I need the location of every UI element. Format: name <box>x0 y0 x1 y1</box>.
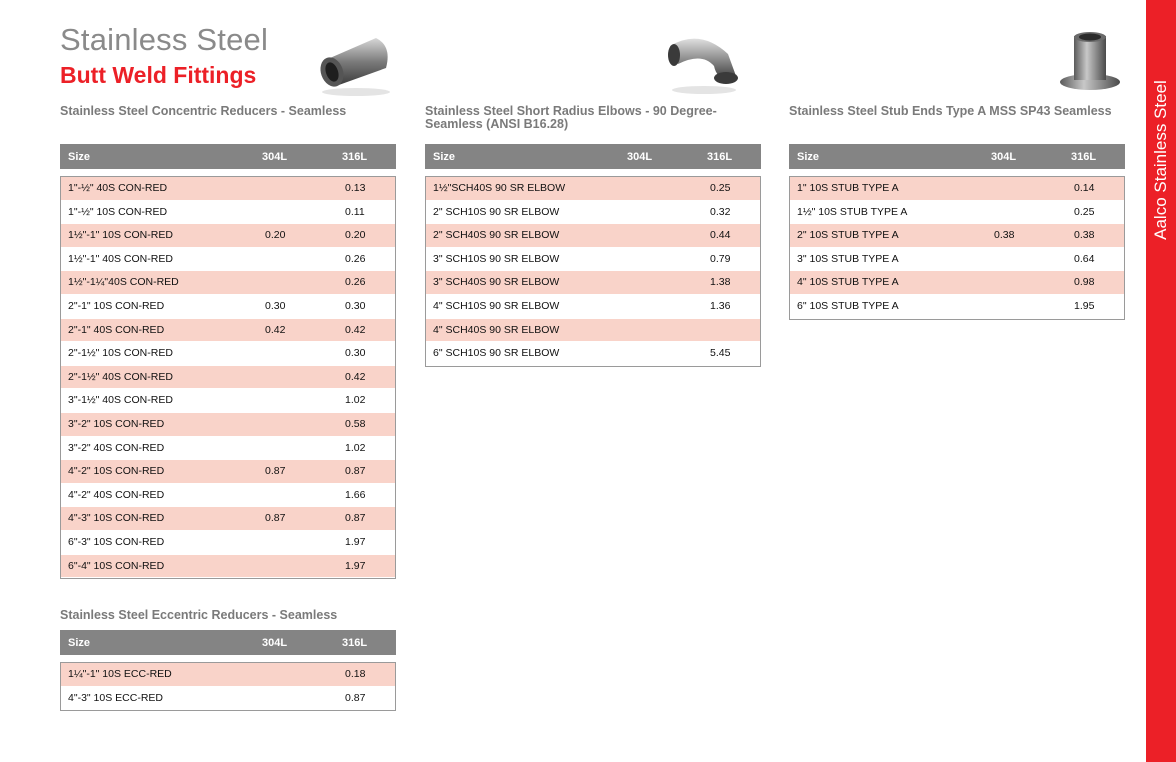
cell-size: 4"-3" 10S CON-RED <box>68 512 165 525</box>
cell-size: 4" SCH40S 90 SR ELBOW <box>433 323 560 336</box>
cell-316l: 0.42 <box>345 323 366 336</box>
column-header-size: Size <box>68 151 91 163</box>
table-row <box>61 177 395 201</box>
cell-size: 6"-4" 10S CON-RED <box>68 559 165 572</box>
cell-304l: 0.87 <box>265 512 286 525</box>
cell-size: 4"-2" 10S CON-RED <box>68 465 165 478</box>
table-row <box>61 663 395 687</box>
cell-size: 1"-½" 40S CON-RED <box>68 182 168 194</box>
cell-316l: 1.38 <box>710 276 731 289</box>
stubends-heading: Stainless Steel Stub Ends Type A MSS SP43 Seamless <box>789 104 1112 118</box>
cell-size: 6"-3" 10S CON-RED <box>68 535 165 548</box>
table-row <box>790 224 1124 248</box>
column-header-304l: 304L <box>627 151 653 163</box>
stub-end-photo-icon <box>1054 26 1126 96</box>
column-header-316l: 316L <box>342 151 368 163</box>
cell-size: 4" SCH10S 90 SR ELBOW <box>433 299 560 312</box>
cell-304l: 0.42 <box>265 323 286 336</box>
table-row <box>61 460 395 484</box>
side-label: Aalco Stainless Steel <box>1151 80 1170 240</box>
table-header <box>60 630 396 655</box>
concentric-heading: Stainless Steel Concentric Reducers - Seamless <box>60 104 347 118</box>
column-header-size: Size <box>68 637 91 649</box>
table-body <box>60 176 396 579</box>
table-row <box>61 224 395 248</box>
table-header <box>789 144 1125 169</box>
table-body <box>789 176 1125 320</box>
table-header <box>60 144 396 169</box>
elbows-heading-line1: Stainless Steel Short Radius Elbows - 90 Degree- <box>425 104 717 118</box>
cell-size: 2"-1½" 10S CON-RED <box>68 347 173 360</box>
cell-size: 1"-½" 10S CON-RED <box>68 205 168 218</box>
cell-size: 3"-2" 40S CON-RED <box>68 441 165 454</box>
cell-size: 1½"-1" 40S CON-RED <box>68 252 173 265</box>
cell-316l: 1.02 <box>345 394 366 407</box>
cell-316l: 0.64 <box>1074 252 1095 265</box>
cell-316l: 1.36 <box>710 299 731 312</box>
cell-304l: 0.87 <box>265 465 286 478</box>
cell-size: 3" SCH10S 90 SR ELBOW <box>433 252 560 265</box>
table-row <box>61 437 395 461</box>
table-row <box>426 177 760 201</box>
cell-size: 6" SCH10S 90 SR ELBOW <box>433 347 560 360</box>
elbows-heading <box>425 105 717 131</box>
cell-size: 3" SCH40S 90 SR ELBOW <box>433 276 560 289</box>
cell-size: 3"-2" 10S CON-RED <box>68 417 165 430</box>
table-row <box>790 177 1124 201</box>
cell-304l: 0.38 <box>994 229 1015 242</box>
cell-size: 2" 10S STUB TYPE A <box>797 229 899 242</box>
table-row <box>426 248 760 272</box>
table-row <box>61 248 395 272</box>
table-row <box>61 342 395 366</box>
table-row <box>61 319 395 343</box>
cell-size: 2"-1½" 40S CON-RED <box>68 370 173 383</box>
cell-size: 1¼"-1" 10S ECC-RED <box>68 668 172 680</box>
page-title: Stainless Steel <box>60 22 269 57</box>
cell-316l: 0.38 <box>1074 229 1095 242</box>
elbow-photo-icon <box>660 24 746 96</box>
table-row <box>61 484 395 508</box>
cell-316l: 0.98 <box>1074 276 1095 289</box>
cell-316l: 0.58 <box>345 417 366 430</box>
stubends-table <box>789 144 1125 320</box>
table-body <box>425 176 761 367</box>
eccentric-heading: Stainless Steel Eccentric Reducers - Seamless <box>60 608 338 622</box>
table-header <box>425 144 761 169</box>
cell-316l: 0.26 <box>345 276 366 289</box>
cell-316l: 0.18 <box>345 668 366 680</box>
reducer-photo-icon <box>312 24 398 96</box>
column-header-316l: 316L <box>707 151 733 163</box>
cell-size: 2"-1" 10S CON-RED <box>68 299 165 312</box>
table-row <box>61 271 395 295</box>
cell-size: 1½"SCH40S 90 SR ELBOW <box>433 182 566 194</box>
table-row <box>61 201 395 225</box>
cell-316l: 1.97 <box>345 559 366 572</box>
cell-316l: 0.87 <box>345 465 366 478</box>
cell-316l: 0.20 <box>345 229 366 242</box>
column-header-316l: 316L <box>1071 151 1097 163</box>
table-row <box>790 201 1124 225</box>
cell-316l: 0.42 <box>345 370 366 383</box>
eccentric-table <box>60 630 396 711</box>
table-row <box>426 342 760 366</box>
table-row <box>61 295 395 319</box>
cell-316l: 0.14 <box>1074 182 1095 194</box>
cell-316l: 0.32 <box>710 205 731 218</box>
cell-316l: 0.44 <box>710 229 731 242</box>
cell-316l: 1.02 <box>345 441 366 454</box>
cell-316l: 0.25 <box>710 182 731 194</box>
table-row <box>61 555 395 579</box>
cell-316l: 0.11 <box>345 205 365 218</box>
cell-size: 3"-1½" 40S CON-RED <box>68 394 173 407</box>
cell-316l: 1.66 <box>345 488 366 501</box>
cell-size: 4" 10S STUB TYPE A <box>797 276 899 289</box>
cell-size: 2"-1" 40S CON-RED <box>68 323 165 336</box>
cell-316l: 0.87 <box>345 691 366 704</box>
cell-size: 2" SCH10S 90 SR ELBOW <box>433 205 560 218</box>
table-row <box>61 366 395 390</box>
cell-size: 1" 10S STUB TYPE A <box>797 182 899 194</box>
elbows-heading-line2: Seamless (ANSI B16.28) <box>425 117 569 131</box>
cell-316l: 0.13 <box>345 182 366 194</box>
cell-size: 3" 10S STUB TYPE A <box>797 252 899 265</box>
cell-size: 2" SCH40S 90 SR ELBOW <box>433 229 560 242</box>
column-header-size: Size <box>797 151 820 163</box>
table-row <box>61 531 395 555</box>
table-body <box>60 662 396 711</box>
column-header-316l: 316L <box>342 637 368 649</box>
table-row <box>790 271 1124 295</box>
cell-316l: 0.79 <box>710 252 731 265</box>
table-row <box>426 271 760 295</box>
concentric-table <box>60 144 396 579</box>
column-header-304l: 304L <box>262 637 288 649</box>
table-row <box>61 507 395 531</box>
table-row <box>426 295 760 319</box>
cell-316l: 0.87 <box>345 512 366 525</box>
cell-size: 1½" 10S STUB TYPE A <box>797 205 908 218</box>
cell-316l: 0.25 <box>1074 205 1095 218</box>
table-row <box>61 413 395 437</box>
cell-size: 6" 10S STUB TYPE A <box>797 299 899 312</box>
table-row <box>61 687 395 711</box>
table-row <box>426 201 760 225</box>
elbows-table <box>425 144 761 367</box>
cell-316l: 1.97 <box>345 535 366 548</box>
cell-316l: 0.30 <box>345 299 366 312</box>
cell-size: 4"-2" 40S CON-RED <box>68 488 165 501</box>
table-row <box>790 295 1124 319</box>
table-row <box>426 224 760 248</box>
cell-size: 4"-3" 10S ECC-RED <box>68 691 163 704</box>
table-row <box>61 389 395 413</box>
table-row <box>790 248 1124 272</box>
column-header-304l: 304L <box>991 151 1017 163</box>
cell-size: 1½"-1¼"40S CON-RED <box>68 276 179 289</box>
page-subtitle: Butt Weld Fittings <box>60 62 257 88</box>
column-header-size: Size <box>433 151 456 163</box>
cell-304l: 0.30 <box>265 299 286 312</box>
cell-316l: 0.30 <box>345 347 366 360</box>
cell-316l: 1.95 <box>1074 299 1095 312</box>
column-header-304l: 304L <box>262 151 288 163</box>
cell-316l: 5.45 <box>710 347 731 360</box>
cell-size: 1½"-1" 10S CON-RED <box>68 229 173 242</box>
cell-304l: 0.20 <box>265 229 286 242</box>
cell-316l: 0.26 <box>345 252 366 265</box>
table-row <box>426 319 760 343</box>
